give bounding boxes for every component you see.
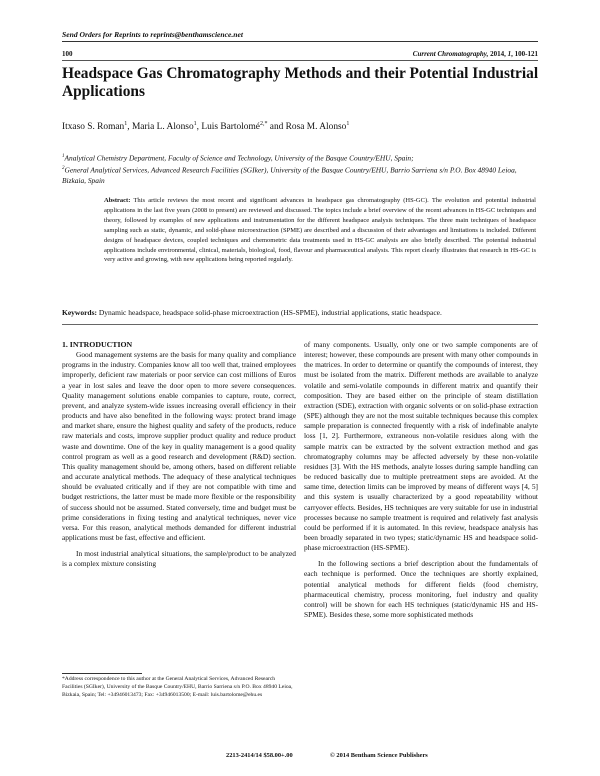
- reprint-notice: Send Orders for Reprints to reprints@benthamscience.net: [62, 30, 243, 39]
- body-paragraph: Good management systems are the basis for many quality and compliance programs in the industry. Companies know all too well that, trained employees improperly, deficient raw materials or poor service can cost millions of Euros a year in lost sales and leave the door open to more severe consequences. Quality management solutions enable companies to capture, route, correct, prevent, and analyze system-wide issues increasing overall efficiency in their products and have also benefited in the following ways: protect brand image and market share, ensure the highest quality and safety of the products, reduce raw materials and costs, improve supplier product quality and reduce product waste and downtime. One of the key in quality management is a good quality control program as well as a good research and development (R&D) section. This quality management should be, among others, based on different reliable and accurate analytical methods. The adequacy of these analytical techniques should be evaluated critically and if they are not compatible with time and budget restrictions, the latter must be made more flexible or the responsibility of success should not be assumed. Stated conversely, time and budget must be prime considerations in fixing testing and analytical techniques, never vice versa. For this reason, analytical methods demanded for different industrial applications must be fast, effective and efficient.: [62, 350, 296, 542]
- header-rule: [62, 41, 538, 42]
- affiliation-mark: 1: [62, 154, 65, 159]
- abstract: [104, 196, 536, 265]
- author-affil-mark: 1: [193, 121, 197, 127]
- correspondence-footnote: *Address correspondence to this author at the General Analytical Services, Advanced Research Facilities (SGIker), University of the Basque Country/EHU, Barrio Sarriena s/n P.O. Box 48940 Leioa, Bizkaia, Spain; Tel: +34946013473; Fax: +34946013500; E-mail: luis.bartolome@ehu.es: [62, 676, 293, 698]
- section-heading: 1. INTRODUCTION: [62, 340, 133, 349]
- affiliation-mark: 2: [62, 166, 65, 172]
- copyright: © 2014 Bentham Science Publishers: [330, 752, 428, 759]
- abstract-label: Abstract:: [104, 197, 131, 204]
- footnote-rule: [62, 673, 142, 674]
- journal-pages: , 100-121: [511, 50, 538, 58]
- left-column: [62, 340, 296, 569]
- author-affil-mark: 1: [346, 121, 350, 127]
- page-number: 100: [62, 50, 73, 58]
- author-affil-mark: 1: [124, 121, 128, 127]
- affiliation: Analytical Chemistry Department, Faculty of Science and Technology, University of the Basque Country/EHU, Spain;: [64, 153, 414, 163]
- body-paragraph: In most industrial analytical situations, the sample/product to be analyzed is a complex mixture consisting: [62, 549, 296, 569]
- keywords-rule: [62, 324, 538, 325]
- journal-citation: [413, 50, 538, 58]
- keywords: [62, 308, 538, 318]
- journal-volume: 1: [507, 50, 512, 58]
- header-rule-2: [62, 60, 538, 61]
- abstract-text: This article reviews the most recent and significant advances in headspace gas chromatography (HS-GC). The evolution and potential industrial applications in the last five years (2008 to present) are reviewed and discussed. The topics include a brief overview of the recent advances in HS-GC techniques and theory, followed by examples of new applications and instrumentation for the different headspace analysis techniques. The three main techniques of headspace sampling such as static, dynamic, and solid-phase microextraction (SPME) are described and a discussion of their advantages and limitations is included. Different designs of headspace devices, coupled techniques and chemometric data treatments used in HS-GC analysis are also briefly described. The potential industrial applications include environmental, clinical, materials, biological, food, flavour and pharmaceutical analysis. This report clearly illustrates that research in HS-GC is very active and growing, with new applications being reported regularly.: [104, 197, 536, 264]
- author-separator: ,: [196, 122, 202, 133]
- author: Rosa M. Alonso: [285, 122, 347, 133]
- author: Itxaso S. Roman: [62, 122, 125, 133]
- body-paragraph: of many components. Usually, only one or two sample components are of interest; however, these compounds are present with many other compounds in the matrices. In order to determine or quantify the compounds of interest, they must be isolated from the matrix. Different methods are available to analyze volatile and semi-volatile compounds in different matrix and quantify their composition. They are based either on the principle of steam distillation extraction (SDE), extraction with organic solvents or on solid-phase extraction (SPE) although they are not the most suitable techniques because this complex sample preparation is connected frequently with a risk of indefinable analyte loss [1, 2]. Furthermore, extraneous non-volatile residues along with the sample matrix can be extracted by the solvent extraction method and gas chromatography columns may be affected adversely by these non-volatile residues [3]. With the HS methods, analyte losses during sample handling can be reduced basically due to multiple pretreatment steps are avoided. At the same time, detection limits can be improved by means of different ways [4, 5] and this system is usually characterized by a good repeatability without carryover effects. Besides, HS techniques are very suitable for use in industrial processes because no sample treatment is required and relatively fast analysis could be performed if it is automated. In this review, headspace analysis has been broadly separated in two types; static/dynamic HS and headspace solid-phase microextraction (HS-SPME).: [304, 340, 538, 553]
- journal-year: 2014,: [488, 50, 508, 58]
- author-list: [62, 121, 538, 132]
- author-separator: ,: [127, 122, 132, 133]
- article-title: Headspace Gas Chromatography Methods and their Potential Industrial Applications: [62, 65, 539, 100]
- author: Luis Bartolomé: [201, 122, 260, 133]
- affiliations: [62, 152, 538, 187]
- affiliation: General Analytical Services, Advanced Research Facilities (SGIker), University of the Basque Country/EHU, Barrio Sarriena s/n P.O. Box 48940 Leioa, Bizkaia, Spain: [62, 165, 517, 186]
- journal-name: Current Chromatography,: [412, 50, 489, 58]
- keywords-label: Keywords:: [62, 308, 97, 317]
- issn-price: 2213-2414/14 $58.00+.00: [226, 752, 293, 759]
- author-affil-mark: 2,*: [259, 121, 268, 127]
- keywords-text: Dynamic headspace, headspace solid-phase microextraction (HS-SPME), industrial applications, static headspace.: [97, 308, 442, 317]
- author-separator: and: [267, 122, 286, 133]
- right-column: [304, 340, 538, 620]
- author: Maria L. Alonso: [131, 122, 194, 133]
- body-paragraph: In the following sections a brief description about the fundamentals of each technique is performed. Once the techniques are shortly explained, potential analytical methods for different fields (food chemistry, pharmaceutical chemistry, process monitoring, fuel industry and quality control) will be shown for each HS techniques (static/dynamic HS and HS-SPME). Besides these, some more sophisticated methods: [304, 559, 538, 620]
